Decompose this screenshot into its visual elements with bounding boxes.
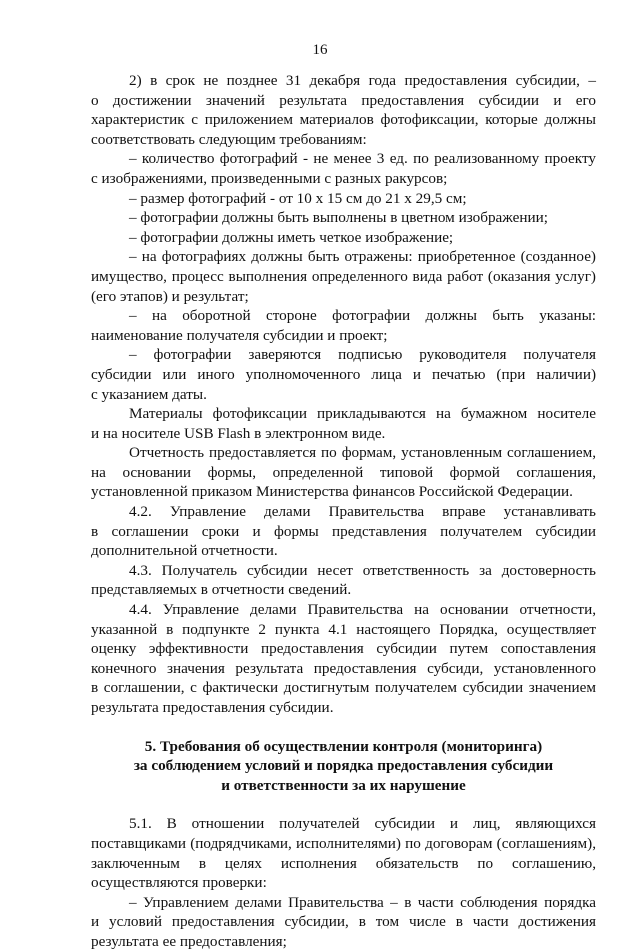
- text-line: – на оборотной стороне фотографии должны быть указаны:: [129, 307, 596, 325]
- text-line: характеристик с приложением материалов фотофиксации, которые должны: [91, 111, 596, 129]
- text-line: результата ее предоставления;: [91, 932, 287, 950]
- text-line: Отчетность предоставляется по формам, установленным соглашением,: [129, 444, 596, 462]
- text-line: представляемых в отчетности сведений.: [91, 581, 352, 599]
- text-line: имущество, процесс выполнения определенного вида работ (оказания услуг): [91, 267, 596, 285]
- page-number: 16: [312, 42, 328, 58]
- text-line: и условий предоставления субсидии, в том числе в части достижения: [91, 913, 596, 931]
- text-line: результата предоставления субсидии.: [91, 699, 334, 716]
- text-line: – фотографии должны быть выполнены в цветном изображении;: [129, 209, 548, 227]
- text-line: – фотографии заверяются подписью руководителя получателя: [129, 346, 596, 364]
- text-line: 2) в срок не позднее 31 декабря года предоставления субсидии, –: [129, 72, 596, 89]
- text-line: в соглашении сроки и формы представления получателем субсидии: [91, 522, 596, 540]
- text-line: оценку эффективности предоставления субсидии путем сопоставления: [91, 640, 596, 658]
- text-line: субсидии или иного уполномоченного лица и печатью (при наличии): [91, 365, 596, 383]
- text-line: (его этапов) и результат;: [91, 287, 249, 305]
- text-line: 5.1. В отношении получателей субсидии и лиц, являющихся: [129, 815, 596, 833]
- text-line: поставщиками (подрядчиками, исполнителями) по договорам (соглашениям),: [91, 834, 596, 852]
- text-line: – размер фотографий - от 10 х 15 см до 21 х 29,5 см;: [129, 189, 467, 207]
- text-line: в соглашении, с фактически достигнутым получателем субсидии значением: [91, 679, 596, 697]
- spacer: [91, 795, 596, 814]
- section-heading-line: 5. Требования об осуществлении контроля (мониторинга): [144, 737, 543, 755]
- text-line: соответствовать следующим требованиям:: [91, 130, 367, 148]
- text-line: конечного значения результата предоставления субсиди, установленного: [91, 659, 596, 677]
- text-line: – на фотографиях должны быть отражены: приобретенное (созданное): [129, 248, 596, 266]
- text-line: указанной в подпункте 2 пункта 4.1 настоящего Порядка, осуществляет: [91, 620, 596, 638]
- text-line: заключенным в целях исполнения обязательств по соглашению,: [91, 854, 596, 872]
- document-body: [91, 71, 596, 952]
- text-line: Материалы фотофиксации прикладываются на бумажном носителе: [129, 405, 596, 423]
- text-line: 4.2. Управление делами Правительства вправе устанавливать: [129, 503, 596, 521]
- text-line: дополнительной отчетности.: [91, 542, 278, 560]
- spacer: [91, 718, 596, 737]
- text-line: – количество фотографий - не менее 3 ед. по реализованному проекту: [129, 150, 596, 168]
- text-block-reporting: [91, 71, 596, 718]
- text-line: на основании формы, определенной типовой формой соглашения,: [91, 463, 596, 481]
- text-line: установленной приказом Министерства финансов Российской Федерации.: [91, 483, 573, 501]
- text-block-control: [91, 814, 596, 951]
- text-line: и на носителе USB Flash в электронном виде.: [91, 424, 386, 442]
- text-line: 4.4. Управление делами Правительства на основании отчетности,: [129, 601, 596, 619]
- text-line: о достижении значений результата предоставления субсидии и его: [91, 91, 596, 109]
- text-line: – фотографии должны иметь четкое изображение;: [129, 228, 454, 246]
- text-line: с изображениями, произведенными с разных ракурсов;: [91, 169, 448, 187]
- text-line: наименование получателя субсидии и проект;: [91, 326, 388, 344]
- section-heading: [91, 737, 596, 796]
- text-line: – Управлением делами Правительства – в части соблюдения порядка: [129, 893, 596, 911]
- section-heading-line: за соблюдением условий и порядка предоставления субсидии: [133, 757, 554, 775]
- text-line: 4.3. Получатель субсидии несет ответственность за достоверность: [129, 561, 596, 579]
- text-line: осуществляются проверки:: [91, 874, 267, 892]
- section-heading-line: и ответственности за их нарушение: [221, 776, 466, 794]
- text-line: с указанием даты.: [91, 385, 207, 403]
